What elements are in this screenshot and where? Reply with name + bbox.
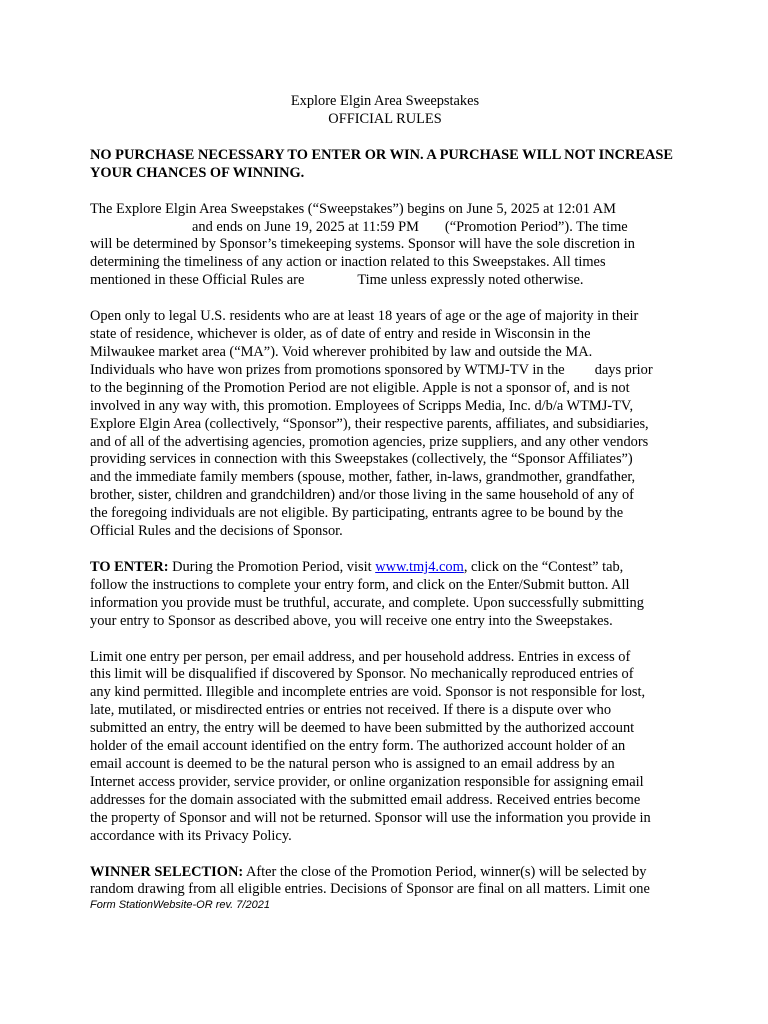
text-line: submitted an entry, the entry will be deemed to have been submitted by the authorized account	[90, 720, 635, 737]
text-span: , click on the “Contest” tab,	[463, 558, 624, 575]
text-line	[90, 864, 680, 882]
no-purchase-notice: NO PURCHASE NECESSARY TO ENTER OR WIN. A PURCHASE WILL NOT INCREASE YOUR CHANCES OF WINNING.	[90, 146, 673, 181]
text-line: Limit one entry per person, per email address, and per household address. Entries in excess of	[90, 648, 631, 665]
text-line: follow the instructions to complete your entry form, and click on the Enter/Submit button. All	[90, 576, 630, 593]
text-line: random drawing from all eligible entries. Decisions of Sponsor are final on all matters. Limit one	[90, 881, 650, 898]
text-line: the property of Sponsor and will not be returned. Sponsor will use the information you provide in	[90, 809, 651, 826]
text-line: email account is deemed to be the natural person who is assigned to an email address by an	[90, 756, 615, 772]
document-subtitle: OFFICIAL RULES	[328, 110, 442, 127]
text-line: The Explore Elgin Area Sweepstakes (“Sweepstakes”) begins on June 5, 2025 at 12:01 AM	[90, 200, 616, 217]
to-enter-paragraph	[90, 559, 680, 631]
eligibility-paragraph	[90, 308, 680, 541]
text-line: Explore Elgin Area (collectively, “Sponsor”), their respective parents, affiliates, and subsidiaries,	[90, 415, 649, 432]
text-line: will be determined by Sponsor’s timekeeping systems. Sponsor will have the sole discretion in	[90, 236, 635, 253]
text-line: state of residence, whichever is older, as of date of entry and reside in Wisconsin in the	[90, 326, 591, 343]
text-line: providing services in connection with this Sweepstakes (collectively, the “Sponsor Affiliates”)	[90, 451, 633, 468]
text-line: and the immediate family members (spouse, mother, father, in-laws, grandmother, grandfather,	[90, 469, 636, 486]
text-line: Official Rules and the decisions of Sponsor.	[90, 523, 343, 540]
text-line: this limit will be disqualified if discovered by Sponsor. No mechanically reproduced entries of	[90, 666, 634, 683]
text-line: brother, sister, children and grandchildren) and/or those living in the same household of any of	[90, 487, 634, 504]
text-line: accordance with its Privacy Policy.	[90, 827, 292, 844]
text-line	[90, 272, 680, 290]
text-line: Milwaukee market area (“MA”). Void wherever prohibited by law and outside the MA.	[90, 343, 593, 360]
text-line: determining the timeliness of any action or inaction related to this Sweepstakes. All times	[90, 254, 606, 271]
text-line: the foregoing individuals are not eligible. By participating, entrants agree to be bound by the	[90, 505, 624, 522]
text-line: to the beginning of the Promotion Period are not eligible. Apple is not a sponsor of, and is not	[90, 379, 630, 396]
text-span: During the Promotion Period, visit	[172, 558, 372, 575]
text-line	[90, 559, 680, 577]
tmj4-link[interactable]: www.tmj4.com	[375, 558, 464, 575]
form-footer: Form StationWebsite-OR rev. 7/2021	[90, 899, 270, 911]
document-page	[90, 93, 680, 899]
text-line: Open only to legal U.S. residents who are at least 18 years of age or the age of majority in their	[90, 308, 639, 325]
text-span: and ends on June 19, 2025 at 11:59 PM	[192, 218, 419, 235]
text-span: mentioned in these Official Rules are	[90, 272, 305, 289]
text-line: any kind permitted. Illegible and incomplete entries are void. Sponsor is not responsible for lost,	[90, 684, 646, 701]
text-line: Internet access provider, service provider, or online organization responsible for assigning email	[90, 773, 644, 790]
text-span: Time unless expressly noted otherwise.	[357, 272, 584, 289]
text-span: Individuals who have won prizes from promotions sponsored by WTMJ-TV in the	[90, 361, 565, 378]
winner-selection-paragraph	[90, 864, 680, 900]
text-line: holder of the email account identified on the entry form. The authorized account holder of an	[90, 738, 626, 755]
text-line: late, mutilated, or misdirected entries or entries not received. If there is a dispute over who	[90, 702, 612, 719]
document-title: Explore Elgin Area Sweepstakes	[290, 93, 480, 109]
intro-paragraph	[90, 201, 680, 291]
text-line: your entry to Sponsor as described above, you will receive one entry into the Sweepstakes.	[90, 612, 613, 629]
text-span: After the close of the Promotion Period, winner(s) will be selected by	[245, 863, 647, 880]
text-span: (“Promotion Period”). The time	[444, 218, 628, 235]
text-line: addresses for the domain associated with the submitted email address. Received entries become	[90, 791, 641, 808]
section-label: TO ENTER:	[90, 558, 169, 575]
text-line: information you provide must be truthful, accurate, and complete. Upon successfully submitting	[90, 594, 644, 611]
text-line: involved in any way with, this promotion. Employees of Scripps Media, Inc. d/b/a WTMJ-TV,	[90, 397, 634, 414]
text-span: days prior	[594, 361, 653, 378]
text-line: and of all of the advertising agencies, promotion agencies, prize suppliers, and any other vendors	[90, 433, 649, 450]
text-line	[90, 362, 680, 380]
limit-paragraph	[90, 649, 680, 846]
section-label: WINNER SELECTION:	[90, 863, 244, 880]
text-line	[90, 219, 680, 237]
